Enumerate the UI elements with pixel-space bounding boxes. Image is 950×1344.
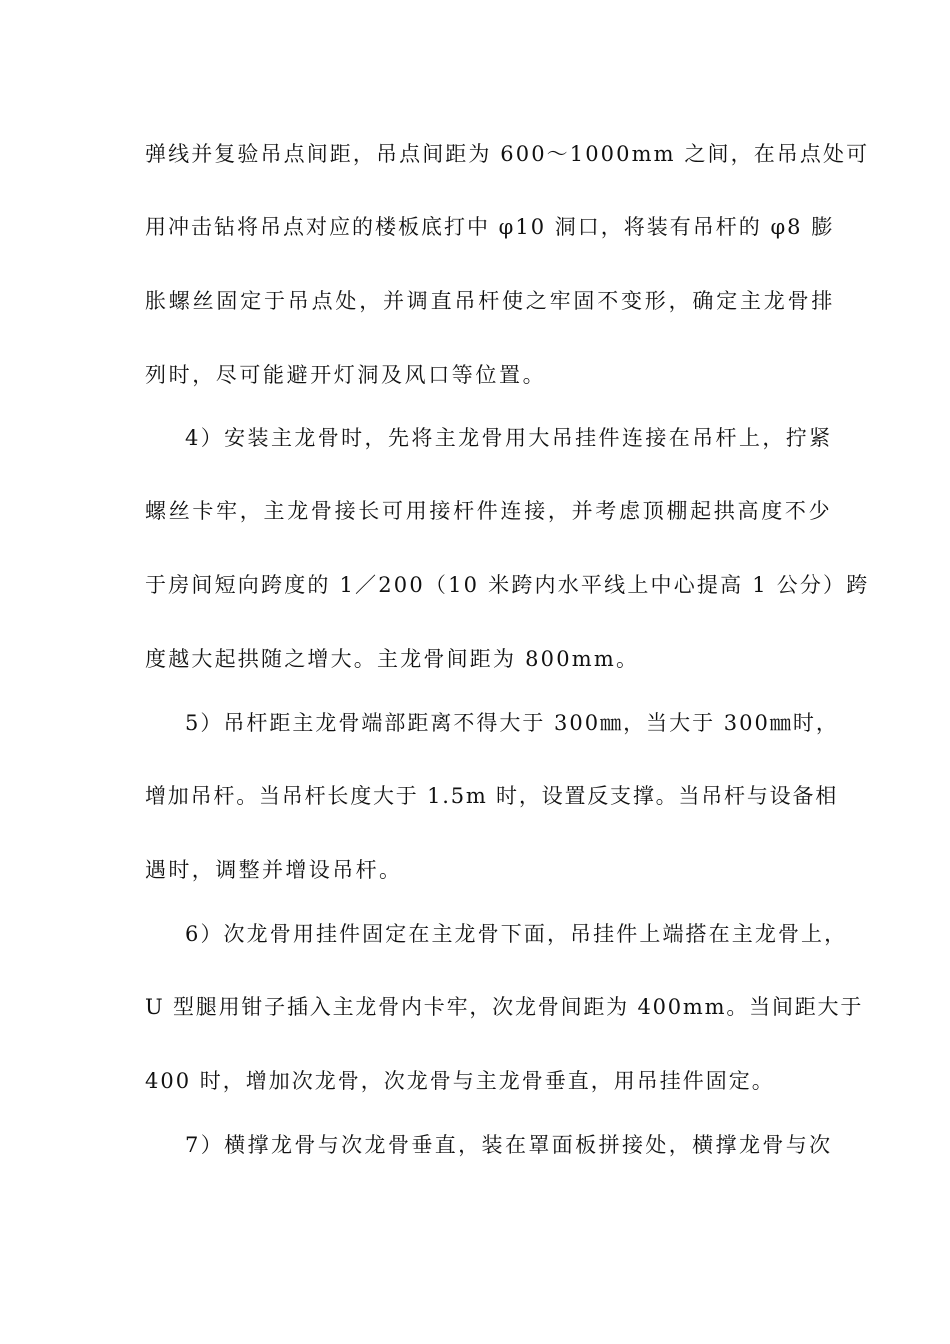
text-line: 度越大起拱随之增大。主龙骨间距为 800mm。 (145, 647, 640, 671)
text-line: 胀螺丝固定于吊点处，并调直吊杆使之牢固不变形，确定主龙骨排 (145, 289, 836, 313)
text-line: 螺丝卡牢，主龙骨接长可用接杆件连接，并考虑顶棚起拱高度不少 (145, 499, 833, 523)
text-line: 用冲击钻将吊点对应的楼板底打中 φ10 洞口，将装有吊杆的 φ8 膨 (145, 215, 835, 239)
text-line: 5）吊杆距主龙骨端部距离不得大于 300㎜，当大于 300㎜时， (185, 711, 839, 735)
text-line: 增加吊杆。当吊杆长度大于 1.5m 时，设置反支撑。当吊杆与设备相 (145, 784, 839, 808)
text-line: 弹线并复验吊点间距，吊点间距为 600～1000mm 之间，在吊点处可 (145, 142, 870, 166)
text-line: 7）横撑龙骨与次龙骨垂直，装在罩面板拼接处，横撑龙骨与次 (185, 1133, 833, 1157)
text-line: U 型腿用钳子插入主龙骨内卡牢，次龙骨间距为 400mm。当间距大于 (145, 995, 864, 1019)
text-line: 400 时，增加次龙骨，次龙骨与主龙骨垂直，用吊挂件固定。 (145, 1069, 775, 1093)
text-line: 于房间短向跨度的 1／200（10 米跨内水平线上中心提高 1 公分）跨 (145, 573, 870, 597)
text-line: 6）次龙骨用挂件固定在主龙骨下面，吊挂件上端搭在主龙骨上， (185, 922, 848, 946)
text-line: 列时，尽可能避开灯洞及风口等位置。 (145, 363, 547, 387)
text-line: 遇时，调整并增设吊杆。 (145, 858, 403, 882)
text-line: 4）安装主龙骨时，先将主龙骨用大吊挂件连接在吊杆上，拧紧 (185, 426, 833, 450)
